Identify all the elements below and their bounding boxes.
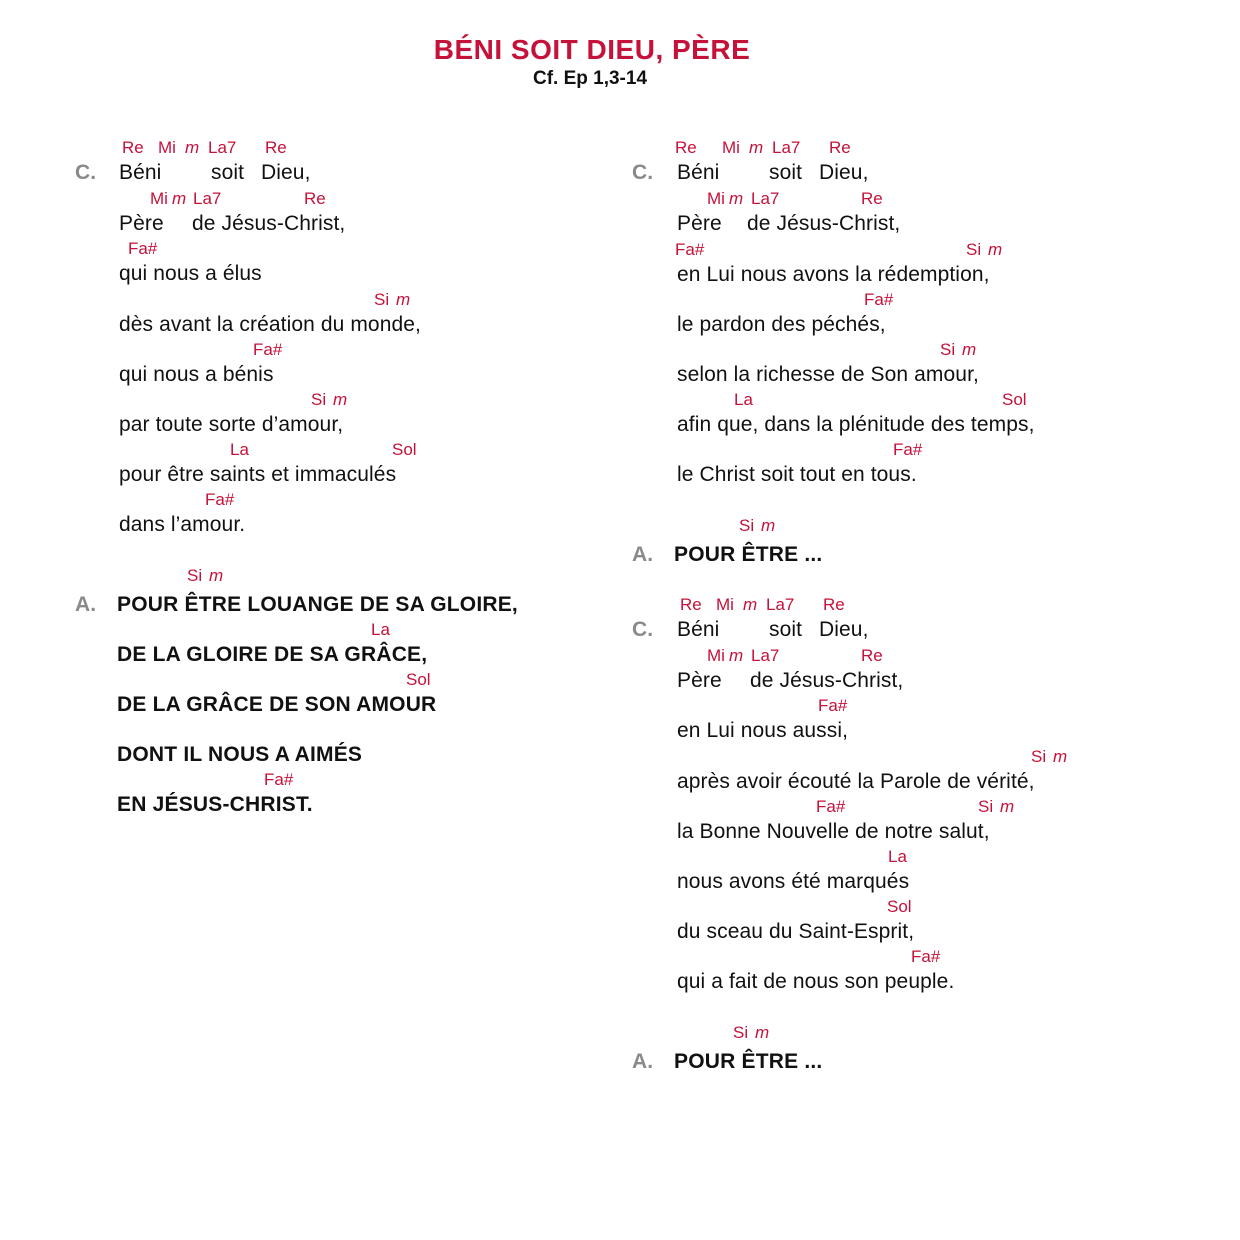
- lyric-word: de Jésus-Christ,: [747, 212, 901, 235]
- chord: La: [734, 390, 753, 409]
- lyric-word: Père: [677, 212, 722, 235]
- chord: m: [1000, 797, 1015, 816]
- lyric-word: Dieu,: [819, 618, 869, 641]
- chord: Si: [311, 390, 327, 409]
- chord: Re: [122, 138, 144, 157]
- refrain-line: DE LA GLOIRE DE SA GRÂCE,: [117, 643, 428, 666]
- song-title: BÉNI SOIT DIEU, PÈRE: [433, 34, 751, 65]
- chord: Fa#: [205, 490, 235, 509]
- lyric-line: en Lui nous avons la rédemption,: [677, 263, 990, 286]
- lyric-line: le pardon des péchés,: [677, 313, 886, 336]
- song-reference: Cf. Ep 1,3-14: [532, 68, 648, 89]
- lyric-line: nous avons été marqués: [677, 870, 910, 893]
- chord: Mi: [716, 595, 734, 614]
- chord: m: [755, 1023, 770, 1042]
- chord: Fa#: [675, 240, 705, 259]
- lyric-line: qui a fait de nous son peuple.: [677, 970, 955, 993]
- chord: Fa#: [893, 440, 923, 459]
- chord: Fa#: [864, 290, 894, 309]
- chord: Si: [374, 290, 390, 309]
- chord: Re: [829, 138, 851, 157]
- chord: Si: [966, 240, 982, 259]
- chord: m: [743, 595, 758, 614]
- chord: m: [761, 516, 776, 535]
- refrain-line: DONT IL NOUS A AIMÉS: [117, 743, 363, 766]
- lyric-line: du sceau du Saint-Esprit,: [677, 920, 915, 943]
- chord: m: [988, 240, 1003, 259]
- chord: m: [396, 290, 411, 309]
- lyric-word: Dieu,: [261, 161, 311, 184]
- refrain-line: DE LA GRÂCE DE SON AMOUR: [117, 693, 437, 716]
- lyric-line: la Bonne Nouvelle de notre salut,: [677, 820, 990, 843]
- chord: Mi: [722, 138, 740, 157]
- couplet-label: C.: [632, 618, 654, 641]
- lyric-word: soit: [211, 161, 245, 184]
- chord: Si: [739, 516, 755, 535]
- chord: Sol: [1002, 390, 1027, 409]
- lyric-word: Béni: [677, 618, 720, 641]
- chord: Re: [304, 189, 326, 208]
- chord: Sol: [406, 670, 431, 689]
- chord: Fa#: [818, 696, 848, 715]
- chord: m: [185, 138, 200, 157]
- refrain-line: POUR ÊTRE ...: [674, 543, 823, 566]
- chord: Re: [861, 646, 883, 665]
- chord: Re: [861, 189, 883, 208]
- lyric-line: après avoir écouté la Parole de vérité,: [677, 770, 1035, 793]
- chord: Si: [940, 340, 956, 359]
- chord: Si: [1031, 747, 1047, 766]
- refrain-label: A.: [632, 543, 654, 566]
- chord: Si: [978, 797, 994, 816]
- chord: La7: [751, 646, 780, 665]
- lyric-word: Père: [119, 212, 164, 235]
- chord: Fa#: [264, 770, 294, 789]
- chord: La7: [766, 595, 795, 614]
- chord: Mi: [707, 189, 725, 208]
- chord: Fa#: [128, 239, 158, 258]
- refrain-line: EN JÉSUS-CHRIST.: [117, 793, 313, 816]
- chord: La7: [751, 189, 780, 208]
- lyric-line: par toute sorte d’amour,: [119, 413, 344, 436]
- chord: Fa#: [816, 797, 846, 816]
- chord: m: [729, 189, 744, 208]
- chord: m: [1053, 747, 1068, 766]
- refrain-line: POUR ÊTRE LOUANGE DE SA GLOIRE,: [117, 593, 518, 616]
- lyric-word: Père: [677, 669, 722, 692]
- chord: Re: [675, 138, 697, 157]
- lyric-word: soit: [769, 618, 803, 641]
- chord: Si: [733, 1023, 749, 1042]
- chord: m: [209, 566, 224, 585]
- chord: Mi: [707, 646, 725, 665]
- couplet-label: C.: [632, 161, 654, 184]
- chord: La: [371, 620, 390, 639]
- refrain-label: A.: [75, 593, 97, 616]
- refrain-label: A.: [632, 1050, 654, 1073]
- chord: La7: [208, 138, 237, 157]
- chord: m: [749, 138, 764, 157]
- chord: Sol: [392, 440, 417, 459]
- lyric-word: Dieu,: [819, 161, 869, 184]
- chord: m: [333, 390, 348, 409]
- lyric-line: afin que, dans la plénitude des temps,: [677, 413, 1035, 436]
- lyric-word: de Jésus-Christ,: [750, 669, 904, 692]
- lyric-word: de Jésus-Christ,: [192, 212, 346, 235]
- lyric-line: selon la richesse de Son amour,: [677, 363, 979, 386]
- chord: Re: [680, 595, 702, 614]
- lyric-line: qui nous a élus: [119, 262, 262, 285]
- chord: Si: [187, 566, 203, 585]
- chord: La7: [772, 138, 801, 157]
- lyric-line: pour être saints et immaculés: [119, 463, 397, 486]
- chord: Fa#: [911, 947, 941, 966]
- lyric-line: dès avant la création du monde,: [119, 313, 421, 336]
- chord: Sol: [887, 897, 912, 916]
- chord: La: [230, 440, 249, 459]
- chord: m: [962, 340, 977, 359]
- chord: Re: [823, 595, 845, 614]
- refrain-line: POUR ÊTRE ...: [674, 1050, 823, 1073]
- lyric-line: le Christ soit tout en tous.: [677, 463, 917, 486]
- chord: Fa#: [253, 340, 283, 359]
- lyric-word: Béni: [119, 161, 162, 184]
- chord: La: [888, 847, 907, 866]
- lyric-word: Béni: [677, 161, 720, 184]
- chord: Mi: [150, 189, 168, 208]
- lyric-line: dans l’amour.: [119, 513, 246, 536]
- chord: La7: [193, 189, 222, 208]
- chord: m: [729, 646, 744, 665]
- lyric-word: soit: [769, 161, 803, 184]
- chord: Re: [265, 138, 287, 157]
- chord: Mi: [158, 138, 176, 157]
- couplet-label: C.: [75, 161, 97, 184]
- chord: m: [172, 189, 187, 208]
- lyric-line: en Lui nous aussi,: [677, 719, 849, 742]
- lyric-line: qui nous a bénis: [119, 363, 274, 386]
